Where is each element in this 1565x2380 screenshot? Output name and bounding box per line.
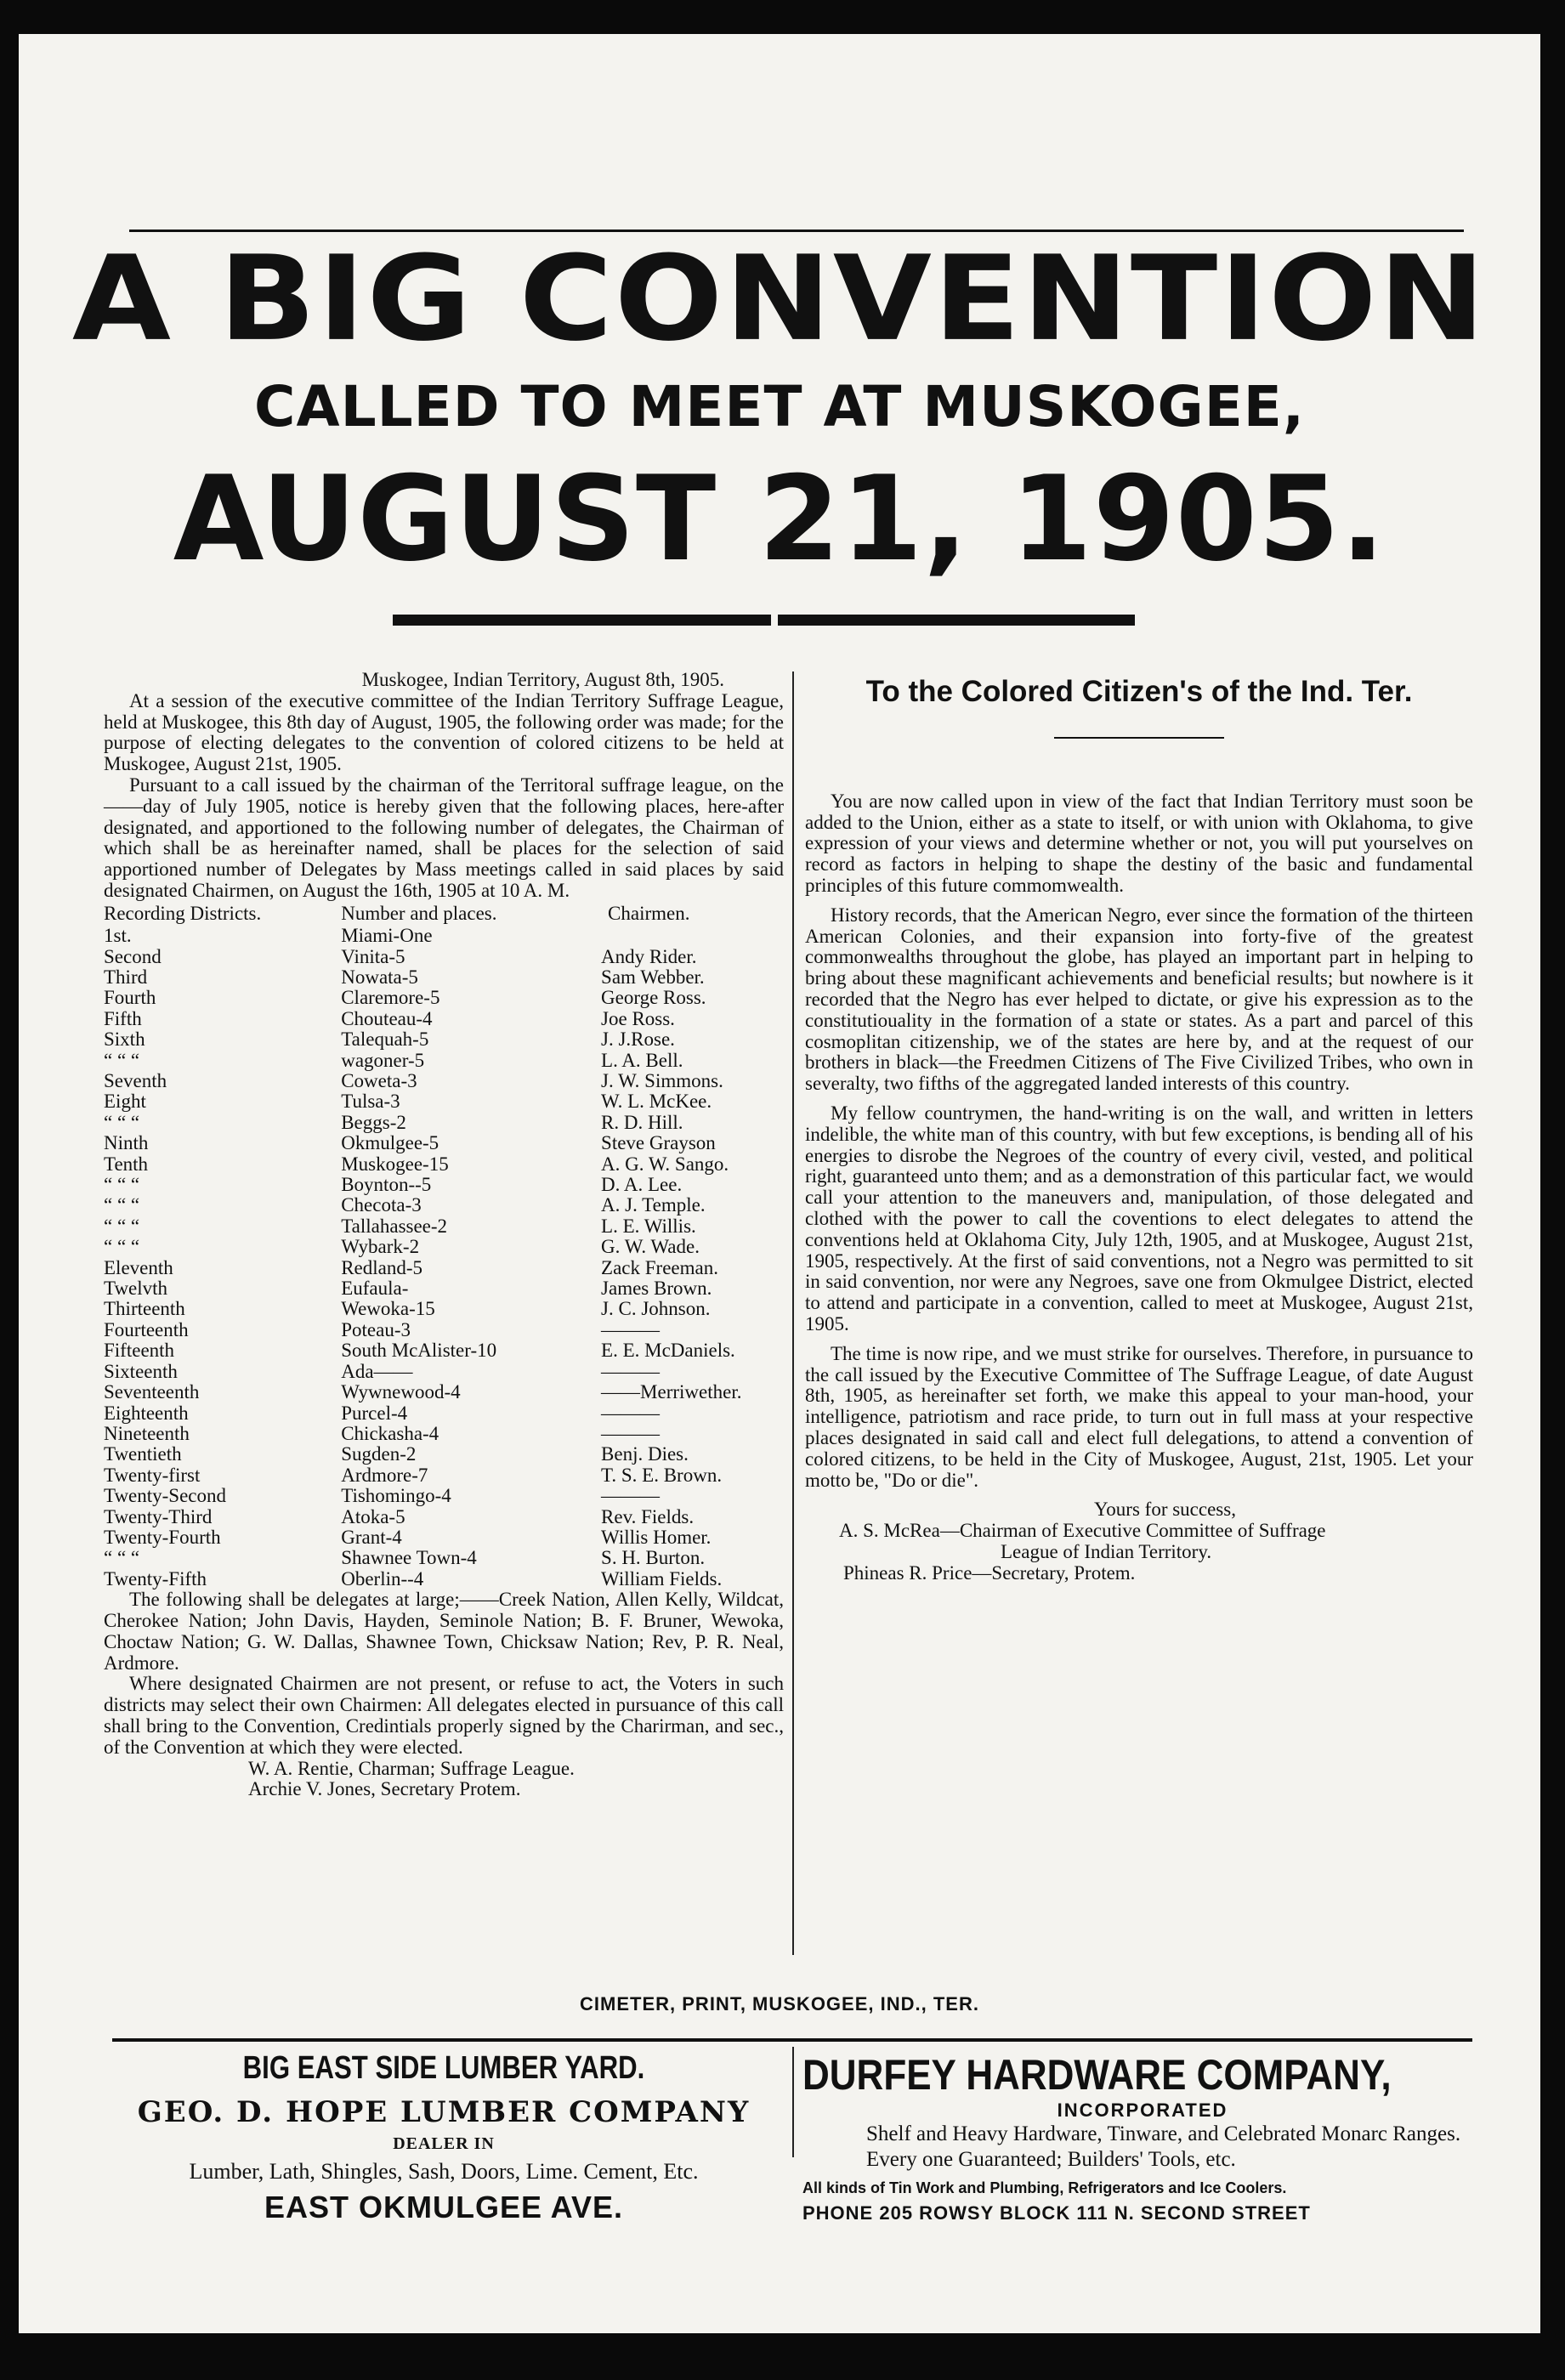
place-and-delegates: Wewoka-15 bbox=[341, 1298, 435, 1320]
table-row bbox=[104, 1548, 784, 1568]
place-and-delegates: Okmulgee-5 bbox=[341, 1132, 439, 1154]
table-row bbox=[104, 926, 784, 946]
district-name: “ “ “ bbox=[104, 1049, 140, 1071]
chairman-name: Zack Freeman. bbox=[601, 1256, 718, 1278]
district-name: Fourteenth bbox=[104, 1318, 189, 1340]
poster-sheet bbox=[19, 34, 1540, 2333]
table-row bbox=[104, 1527, 784, 1548]
right-paragraph-1: You are now called upon in view of the fact that Indian Territory must soon be added to the Union, either as a state to itself, or with union with Oklahoma, to give expression of your views and determine whether or not, you will put yourselves on record as factors in helping to shape the destiny of the basic and fundamental principles of this future commomwealth. bbox=[805, 790, 1473, 896]
district-name: “ “ “ bbox=[104, 1215, 140, 1237]
signature-price: Phineas R. Price—Secretary, Protem. bbox=[843, 1561, 1136, 1584]
table-row bbox=[104, 1444, 784, 1465]
chairman-name: Rev. Fields. bbox=[601, 1505, 695, 1527]
district-name: Twenty-Fifth bbox=[104, 1567, 207, 1590]
chairman-name bbox=[582, 926, 784, 946]
signature-mcrea: A. S. McRea—Chairman of Executive Committee of Suffrage bbox=[839, 1520, 1326, 1542]
table-row bbox=[104, 1278, 784, 1299]
district-name: Twentieth bbox=[104, 1443, 182, 1465]
chairman-name: Steve Grayson bbox=[601, 1132, 716, 1154]
table-header-row bbox=[104, 904, 784, 926]
place-and-delegates: Talequah-5 bbox=[341, 1028, 429, 1051]
chairman-name: J. W. Simmons. bbox=[601, 1070, 723, 1092]
place-and-delegates: Grant-4 bbox=[341, 1526, 402, 1548]
district-name: Third bbox=[104, 966, 148, 988]
table-row bbox=[104, 1569, 784, 1590]
closing-line: Yours for success, bbox=[1094, 1499, 1236, 1521]
table-row bbox=[104, 967, 784, 988]
place-and-delegates: Coweta-3 bbox=[341, 1070, 417, 1092]
lumber-ad-dealer: DEALER IN bbox=[393, 2134, 495, 2153]
table-row bbox=[104, 1216, 784, 1237]
lumber-ad-address: EAST OKMULGEE AVE. bbox=[264, 2190, 624, 2224]
chairman-name: ——— bbox=[601, 1360, 661, 1382]
table-row bbox=[104, 1465, 784, 1486]
place-and-delegates: Checota-3 bbox=[341, 1194, 422, 1216]
district-name: Eight bbox=[104, 1091, 146, 1113]
table-row bbox=[104, 1424, 784, 1444]
lumber-ad-goods: Lumber, Lath, Shingles, Sash, Doors, Lime. Cement, Etc. bbox=[189, 2159, 699, 2184]
right-paragraph-4: The time is now ripe, and we must strike for ourselves. Therefore, in pursuance to the call issued by the Executive Committee of The Suffrage League, of date August 8th, 1905, as hereinafter set forth, we make this appeal to your man-hood, your intelligence, patriotism and race pride, to turn out in full mass at your respective places designated in said call and elect full delegations, to attend a convention of colored citizens, to be held in the City of Muskogee, August, 21st, 1905. Let your motto be, "Do or die". bbox=[805, 1342, 1473, 1491]
hardware-ad-services: All kinds of Tin Work and Plumbing, Refrigerators and Ice Coolers. bbox=[802, 2179, 1287, 2196]
headline-sub: CALLED TO MEET AT MUSKOGEE, bbox=[254, 374, 1305, 439]
place-and-delegates: Shawnee Town-4 bbox=[341, 1547, 477, 1569]
district-name: Eleventh bbox=[104, 1256, 173, 1278]
right-column bbox=[805, 670, 1473, 1584]
district-name: Sixteenth bbox=[104, 1360, 178, 1382]
district-name: Second bbox=[104, 945, 162, 967]
district-name: Seventeenth bbox=[104, 1381, 200, 1403]
place-and-delegates: Ada—— bbox=[341, 1360, 413, 1382]
place-and-delegates: Poteau-3 bbox=[341, 1318, 411, 1340]
chairman-name: R. D. Hill. bbox=[601, 1111, 683, 1133]
district-name: “ “ “ bbox=[104, 1547, 140, 1569]
place-and-delegates: Vinita-5 bbox=[341, 945, 405, 967]
header-places: Number and places. bbox=[341, 902, 497, 924]
right-paragraph-2: History records, that the American Negro, ever since the formation of the thirteen American Colonies, and their expansion into forty-five of the greatest commonwealths throughout the globe, has played an important part in helping to bring about these magnificant achievements and beneficial results; but nowhere is it recorded that the Negro has ever helped to dictate, or give his expression as to the constitutiouality in the formation of a state or states. As a part and parcel of this cosmoplitan citizenship, we of the states are here by, and at the request of our brothers in black—the Freedmen Citizens of The Five Civilized Tribes, who own in severalty, two fifths of the aggregated landed interests of this country. bbox=[805, 904, 1473, 1095]
place-and-delegates: Tishomingo-4 bbox=[341, 1485, 451, 1507]
district-name: Seventh bbox=[104, 1070, 167, 1092]
table-row bbox=[104, 1091, 784, 1112]
table-row bbox=[104, 1320, 784, 1340]
hardware-ad-address: PHONE 205 ROWSY BLOCK 111 N. SECOND STREET bbox=[802, 2202, 1311, 2224]
place-and-delegates: Atoka-5 bbox=[341, 1505, 405, 1527]
place-and-delegates: Boynton--5 bbox=[341, 1174, 432, 1196]
chairman-name: D. A. Lee. bbox=[601, 1174, 683, 1196]
signature-mcrea-continued: League of Indian Territory. bbox=[1001, 1540, 1212, 1562]
hardware-advertisement bbox=[802, 2050, 1483, 2224]
chairman-name: ——Merriwether. bbox=[601, 1381, 742, 1403]
headline-date: AUGUST 21, 1905. bbox=[173, 450, 1386, 587]
delegates-at-large-paragraph: The following shall be delegates at large;——Creek Nation, Allen Kelly, Wildcat, Cherokee Nation; John Davis, Hayden, Seminole Nation; B. F. Bruner, Wewoka, Choctaw Nation; G. W. Dallas, Shawnee Town, Chicksaw Nation; Rev, P. R. Neal, Ardmore. bbox=[104, 1589, 784, 1674]
chairman-name: T. S. E. Brown. bbox=[601, 1464, 723, 1486]
header-chairmen: Chairmen. bbox=[608, 902, 690, 924]
place-and-delegates: Chickasha-4 bbox=[341, 1422, 439, 1444]
place-and-delegates: Beggs-2 bbox=[341, 1111, 406, 1133]
lumber-ad-company: GEO. D. HOPE LUMBER COMPANY bbox=[137, 2095, 751, 2129]
table-row bbox=[104, 947, 784, 967]
chairman-name: William Fields. bbox=[601, 1567, 723, 1590]
left-column bbox=[104, 670, 784, 1800]
right-column-title: To the Colored Citizen's of the Ind. Ter. bbox=[865, 675, 1413, 708]
district-name: Fourth bbox=[104, 987, 156, 1009]
signature-jones: Archie V. Jones, Secretary Protem. bbox=[248, 1778, 521, 1800]
district-name: Twelvth bbox=[104, 1278, 168, 1300]
chairman-name: Sam Webber. bbox=[601, 966, 705, 988]
place-and-delegates: Miami-One bbox=[341, 925, 433, 947]
place-and-delegates: South McAlister-10 bbox=[341, 1340, 497, 1362]
district-name: Twenty-Third bbox=[104, 1505, 213, 1527]
table-row bbox=[104, 1113, 784, 1133]
district-name: Nineteenth bbox=[104, 1422, 190, 1444]
lumber-advertisement bbox=[104, 2050, 784, 2225]
chairman-name: S. H. Burton. bbox=[601, 1547, 706, 1569]
district-name: “ “ “ bbox=[104, 1174, 140, 1196]
districts-table bbox=[104, 904, 784, 1590]
lumber-ad-headline: BIG EAST SIDE LUMBER YARD. bbox=[242, 2050, 645, 2086]
place-and-delegates: Redland-5 bbox=[341, 1256, 423, 1278]
district-name: “ “ “ bbox=[104, 1194, 140, 1216]
place-and-delegates: Wybark-2 bbox=[341, 1236, 420, 1258]
table-row bbox=[104, 1029, 784, 1050]
district-name: Twenty-Second bbox=[104, 1485, 227, 1507]
place-and-delegates: Muskogee-15 bbox=[341, 1153, 449, 1175]
printer-credit: CIMETER, PRINT, MUSKOGEE, IND., TER. bbox=[580, 1993, 979, 2014]
signature-rentie: W. A. Rentie, Charman; Suffrage League. bbox=[248, 1757, 575, 1779]
dateline: Muskogee, Indian Territory, August 8th, 1905. bbox=[361, 669, 724, 690]
place-and-delegates: Claremore-5 bbox=[341, 987, 440, 1009]
district-name: “ “ “ bbox=[104, 1111, 140, 1133]
chairman-name: ——— bbox=[601, 1422, 661, 1444]
place-and-delegates: wagoner-5 bbox=[341, 1049, 425, 1071]
bottom-rule bbox=[112, 2038, 1472, 2042]
column-divider bbox=[792, 672, 794, 1955]
chairmen-note-paragraph: Where designated Chairmen are not present, or refuse to act, the Voters in such districts may select their own Chairmen: All delegates elected in pursuance of this call shall bring to the Convention, Credintials properly signed by the Charirman, and sec., of the Convention at which they were elected. bbox=[104, 1673, 784, 1758]
district-name: Eighteenth bbox=[104, 1402, 189, 1424]
district-name: Twenty-first bbox=[104, 1464, 201, 1486]
table-row bbox=[104, 1507, 784, 1527]
district-name: Sixth bbox=[104, 1028, 145, 1051]
place-and-delegates: Chouteau-4 bbox=[341, 1007, 433, 1029]
place-and-delegates: Purcel-4 bbox=[341, 1402, 408, 1424]
place-and-delegates: Nowata-5 bbox=[341, 966, 418, 988]
place-and-delegates: Wywnewood-4 bbox=[341, 1381, 461, 1403]
chairman-name: A. G. W. Sango. bbox=[601, 1153, 729, 1175]
chairman-name: G. W. Wade. bbox=[601, 1236, 700, 1258]
right-paragraph-3: My fellow countrymen, the hand-writing is on the wall, and written in letters indelible, the white man of this country, with but few exceptions, is bending all of his energies to disrobe the Negroes of the country of every civil, vested, and political right, guaranteed unto them; and as a demonstration of this particular fact, we would call your attention to the maneuvers and, manipulation, of those delegated and clothed with the power to call the coventions to elect delegates to attend the conventions held at Oklahoma City, July 12th, 1905, and at Muskogee, August 21st, 1905, respectively. At the first of said conventions, not a Negro was permitted to sit in said convention, nor were any Negroes, save one from Okmulgee District, elected to attend and participate in a convention, called to meet at Muskogee, August 21st, 1905. bbox=[805, 1102, 1473, 1334]
place-and-delegates: Ardmore-7 bbox=[341, 1464, 428, 1486]
districts-table-body bbox=[104, 926, 784, 1590]
district-name: Fifth bbox=[104, 1007, 142, 1029]
chairman-name: Joe Ross. bbox=[601, 1007, 675, 1029]
chairman-name: ——— bbox=[601, 1402, 661, 1424]
chairman-name: Benj. Dies. bbox=[601, 1443, 689, 1465]
table-row bbox=[104, 1340, 784, 1361]
left-paragraph-1: At a session of the executive committee of the Indian Territory Suffrage League, held at Muskogee, this 8th day of August, 1905, the following order was made; for the purpose of electing delegates to the convention of colored citizens to be held at Muskogee, August 21st, 1905. bbox=[104, 689, 784, 775]
place-and-delegates: Oberlin--4 bbox=[341, 1567, 424, 1590]
right-title-rule bbox=[1054, 737, 1224, 739]
district-name: 1st. bbox=[104, 925, 132, 947]
table-row bbox=[104, 1051, 784, 1071]
chairman-name: L. E. Willis. bbox=[601, 1215, 696, 1237]
district-name: Ninth bbox=[104, 1132, 149, 1154]
hardware-ad-goods: Shelf and Heavy Hardware, Tinware, and Celebrated Monarc Ranges. Every one Guaranteed; Builders' Tools, etc. bbox=[866, 2122, 1461, 2171]
table-row bbox=[104, 1133, 784, 1153]
table-row bbox=[104, 1175, 784, 1195]
chairman-name: James Brown. bbox=[601, 1278, 712, 1300]
chairman-name: L. A. Bell. bbox=[601, 1049, 683, 1071]
district-name: Tenth bbox=[104, 1153, 149, 1175]
table-row bbox=[104, 1403, 784, 1424]
table-row bbox=[104, 1382, 784, 1402]
table-row bbox=[104, 1071, 784, 1091]
left-column-tail bbox=[104, 1590, 784, 1800]
place-and-delegates: Tallahassee-2 bbox=[341, 1215, 448, 1237]
chairman-name: A. J. Temple. bbox=[601, 1194, 706, 1216]
decorative-rule-right bbox=[778, 615, 1135, 626]
chairman-name: George Ross. bbox=[601, 987, 706, 1009]
left-paragraph-2: Pursuant to a call issued by the chairman of the Territoral suffrage league, on the——day of July 1905, notice is hereby given that the following places, here-after designated, and apportioned to the following number of delegates, the Chairman of which shall be as hereinafter named, shall be places for the selection of said apportioned number of Delegates by Mass meetings called in said places by said designated Chairmen, on August the 16th, 1905 at 10 A. M. bbox=[104, 774, 784, 901]
table-row bbox=[104, 1299, 784, 1319]
district-name: Twenty-Fourth bbox=[104, 1526, 221, 1548]
chairman-name: ——— bbox=[601, 1318, 661, 1340]
chairman-name: W. L. McKee. bbox=[601, 1091, 712, 1113]
decorative-rule-left bbox=[393, 615, 771, 626]
table-row bbox=[104, 1154, 784, 1175]
table-row bbox=[104, 988, 784, 1008]
place-and-delegates: Sugden-2 bbox=[341, 1443, 417, 1465]
hardware-ad-incorporated: INCORPORATED bbox=[1057, 2100, 1228, 2121]
ads-divider bbox=[792, 2047, 794, 2157]
chairman-name: J. J.Rose. bbox=[601, 1028, 675, 1051]
hardware-ad-company: DURFEY HARDWARE COMPANY, bbox=[802, 2051, 1392, 2099]
district-name: Fifteenth bbox=[104, 1340, 175, 1362]
district-name: “ “ “ bbox=[104, 1236, 140, 1258]
table-row bbox=[104, 1237, 784, 1257]
table-row bbox=[104, 1486, 784, 1506]
header-districts: Recording Districts. bbox=[104, 902, 262, 924]
place-and-delegates: Eufaula- bbox=[341, 1278, 409, 1300]
table-row bbox=[104, 1009, 784, 1029]
table-row bbox=[104, 1362, 784, 1382]
headline-main: A BIG CONVENTION bbox=[71, 230, 1488, 368]
chairman-name: J. C. Johnson. bbox=[601, 1298, 711, 1320]
district-name: Thirteenth bbox=[104, 1298, 185, 1320]
place-and-delegates: Tulsa-3 bbox=[341, 1091, 400, 1113]
table-row bbox=[104, 1258, 784, 1278]
chairman-name: Willis Homer. bbox=[601, 1526, 712, 1548]
chairman-name: ——— bbox=[601, 1485, 661, 1507]
table-row bbox=[104, 1195, 784, 1216]
chairman-name: Andy Rider. bbox=[601, 945, 697, 967]
chairman-name: E. E. McDaniels. bbox=[601, 1340, 735, 1362]
